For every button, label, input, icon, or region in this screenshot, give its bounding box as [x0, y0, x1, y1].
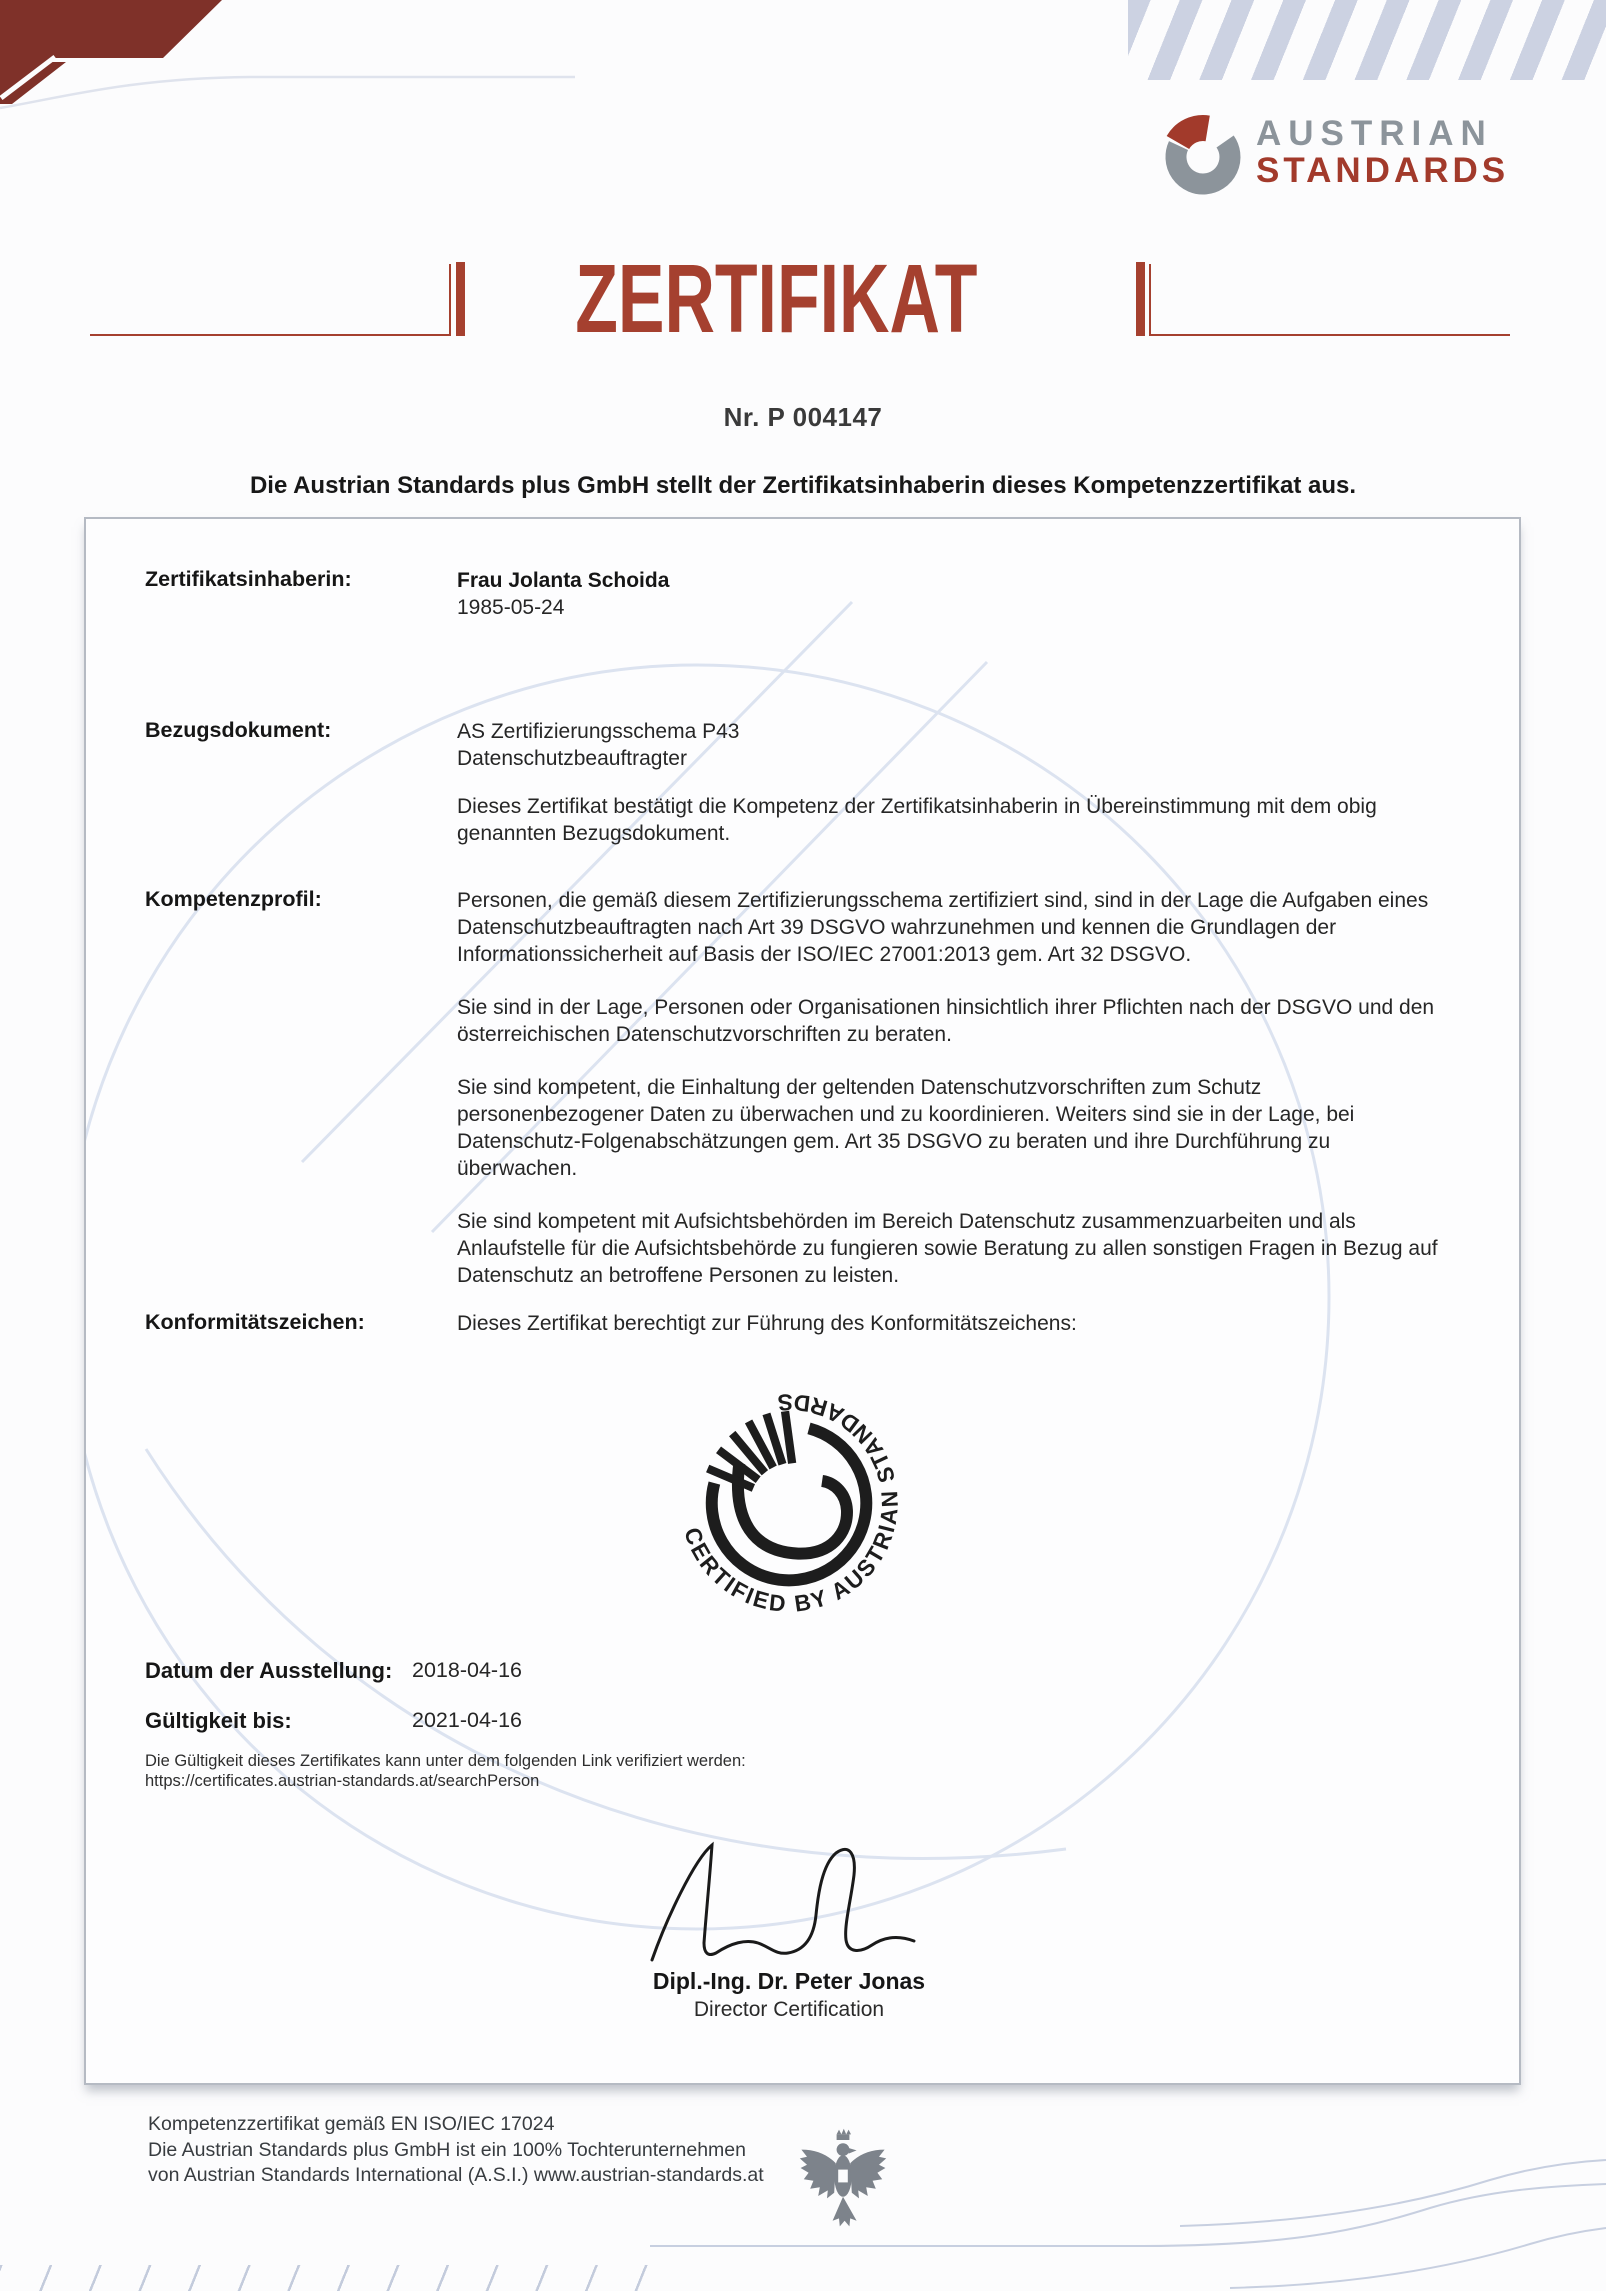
signature-handwriting [646, 1835, 936, 1965]
certified-by-austrian-standards-seal [651, 1365, 927, 1641]
footer-line-1: Kompetenzzertifikat gemäß EN ISO/IEC 17024 [148, 2113, 555, 2135]
competence-paragraph-4: Sie sind kompetent mit Aufsichtsbehörden im Bereich Datenschutz zusammenzuarbeiten und als Anlaufstelle für die Aufsichtsbehörde zu fungieren sowie Beratung zu allen sonstigen Fragen in Bezug auf Datenschutz an betroffene Personen zu leisten. [457, 1210, 1438, 1287]
conformity-text: Dieses Zertifikat berechtigt zur Führung des Konformitätszeichens: [457, 1312, 1077, 1335]
issue-date-value: 2018-04-16 [412, 1658, 522, 1682]
certificate-number: Nr. P 004147 [723, 402, 883, 432]
valid-until-value: 2021-04-16 [412, 1708, 522, 1732]
title-bar-right [1136, 262, 1145, 336]
bottom-hatch-decoration [0, 2265, 665, 2291]
competence-label: Kompetenzprofil: [145, 887, 322, 911]
footer-block [148, 2112, 764, 2189]
holder-label: Zertifikatsinhaberin: [145, 567, 352, 591]
reference-block [457, 718, 1452, 772]
brand-name-standards: STANDARDS [1256, 151, 1510, 190]
competence-paragraph-1: Personen, die gemäß diesem Zertifizierungsschema zertifiziert sind, sind in der Lage die Aufgaben eines Datenschutzbeauftragten nach Art 39 DSGVO wahrzunehmen und kennen die Grundlagen der Informationssicherheit auf Basis der ISO/IEC 27001:2013 gem. Art 32 DSGVO. [457, 889, 1429, 966]
title-tick-right [1149, 264, 1151, 336]
signatory-name: Dipl.-Ing. Dr. Peter Jonas [652, 1968, 926, 1994]
holder-block [457, 567, 1452, 621]
conformity-label: Konformitätszeichen: [145, 1310, 365, 1334]
verification-note [145, 1751, 746, 1791]
diagonal-stripes-decoration [1128, 0, 1606, 80]
austrian-standards-logo-icon [1158, 110, 1248, 202]
competence-paragraph-3: Sie sind kompetent, die Einhaltung der geltenden Datenschutzvorschriften zum Schutz personenbezogener Daten zu überwachen und zu koordinieren. Weiters sind sie in der Lage, bei Datenschutz-Folgenabschätzungen gem. Art 35 DSGVO zu beraten und ihre Durchführung zu überwachen. [457, 1076, 1355, 1180]
reference-scheme: AS Zertifizierungsschema P43 [457, 720, 740, 743]
reference-label: Bezugsdokument: [145, 718, 332, 742]
reference-paragraph: Dieses Zertifikat bestätigt die Kompetenz der Zertifikatsinhaberin in Übereinstimmung mit dem obig genannten Bezugsdokument. [457, 795, 1377, 845]
issue-date-label: Datum der Ausstellung: [145, 1658, 393, 1683]
title-rule-right [1149, 334, 1510, 336]
certificate-body-box [84, 517, 1521, 2085]
valid-until-label: Gültigkeit bis: [145, 1708, 292, 1733]
holder-name: Frau Jolanta Schoida [457, 569, 670, 592]
verification-text: Die Gültigkeit dieses Zertifikates kann unter dem folgenden Link verifiziert werden: [145, 1752, 746, 1770]
corner-banner-decoration [0, 0, 240, 112]
issuer-statement: Die Austrian Standards plus GmbH stellt der Zertifikatsinhaberin dieses Kompetenzzertifikat aus. [249, 472, 1357, 499]
verification-link[interactable]: https://certificates.austrian-standards.at/searchPerson [145, 1772, 540, 1790]
competence-paragraph-2: Sie sind in der Lage, Personen oder Organisationen hinsichtlich ihrer Pflichten nach der DSGVO und den österreichischen Datenschutzvorschriften zu beraten. [457, 996, 1435, 1046]
reference-role: Datenschutzbeauftragter [457, 747, 687, 770]
austrian-eagle-emblem [793, 2128, 893, 2232]
holder-birthdate: 1985-05-24 [457, 596, 565, 619]
footer-line-2: Die Austrian Standards plus GmbH ist ein 100% Tochterunternehmen [148, 2138, 746, 2161]
document-title-wrap [440, 244, 1112, 353]
seal-circular-text: CERTIFIED BY AUSTRIAN STANDARDS [679, 1389, 903, 1617]
signatory-title: Director Certification [693, 1998, 885, 2021]
brand-name-austrian: AUSTRIAN [1256, 114, 1493, 153]
footer-line-3: von Austrian Standards International (A.S.I.) www.austrian-standards.at [148, 2164, 764, 2186]
document-title: ZERTIFIKAT [574, 244, 978, 353]
title-rule-left [90, 334, 450, 336]
competence-paragraphs [457, 887, 1452, 1315]
